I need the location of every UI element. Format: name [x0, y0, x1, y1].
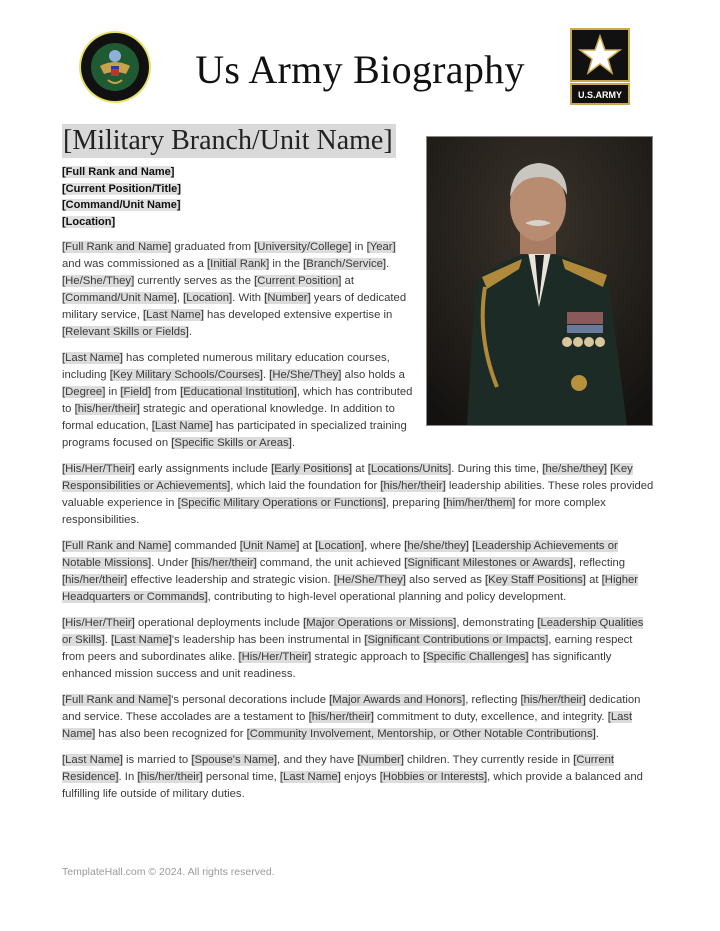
placeholder-field: [he/she/they]	[404, 540, 469, 552]
paragraph-text: early assignments include	[134, 463, 272, 475]
paragraph-text: has significantly enhanced mission success and unit readiness.	[62, 651, 612, 680]
placeholder-field: [Significant Contributions or Impacts]	[364, 634, 549, 646]
placeholder-field: [Last Name]	[62, 711, 633, 740]
biography-paragraph	[62, 615, 655, 683]
placeholder-field: [Major Awards and Honors]	[329, 694, 466, 706]
biography-paragraph	[62, 752, 655, 803]
paragraph-text: commitment to duty, excellence, and integrity.	[373, 711, 608, 723]
paragraph-text: at	[585, 574, 602, 586]
paragraph-text: dedication and service. These accolades are a testament to	[62, 694, 641, 723]
placeholder-field: [Field]	[120, 386, 152, 398]
placeholder-field: [Full Rank and Name]	[62, 540, 172, 552]
placeholder-field: [Number]	[357, 754, 404, 766]
placeholder-field: [his/her/their]	[520, 694, 586, 706]
placeholder-field: [Year]	[366, 241, 396, 253]
placeholder-field: [Location]	[315, 540, 365, 552]
placeholder-field: [Full Rank and Name]	[62, 694, 172, 706]
placeholder-field: [Command/Unit Name]	[62, 292, 177, 304]
copyright-footer: TemplateHall.com © 2024. All rights reserved.	[62, 866, 275, 878]
placeholder-field: [Key Military Schools/Courses]	[109, 369, 263, 381]
svg-text:U.S.ARMY: U.S.ARMY	[577, 90, 623, 100]
paragraph-text: at	[299, 540, 316, 552]
placeholder-field: [Degree]	[62, 386, 106, 398]
placeholder-field: [Specific Skills or Areas]	[171, 437, 292, 449]
paragraph-text: at	[341, 275, 354, 287]
paragraph-text: at	[352, 463, 368, 475]
paragraph-text: . During this time,	[451, 463, 543, 475]
paragraph-text: personal time,	[202, 771, 280, 783]
placeholder-field: [Last Name]	[110, 634, 172, 646]
placeholder-field: [Early Positions]	[271, 463, 353, 475]
paragraph-text: .	[104, 634, 111, 646]
placeholder-field: [Leadership Achievements or Notable Missions]	[62, 540, 618, 569]
placeholder-field: [Community Involvement, Mentorship, or Other Notable Contributions]	[246, 728, 596, 740]
paragraph-text: , reflecting	[572, 557, 626, 569]
paragraph-text: is married to	[122, 754, 192, 766]
paragraph-text: and was commissioned as a	[62, 258, 208, 270]
paragraph-text: strategic approach to	[311, 651, 424, 663]
document-title: Us Army Biography	[195, 47, 525, 92]
paragraph-text: in	[105, 386, 121, 398]
placeholder-field: [He/She/They]	[62, 275, 135, 287]
paragraph-text: leadership abilities. These roles provided valuable experience in	[62, 480, 654, 509]
placeholder-field: [University/College]	[254, 241, 352, 253]
paragraph-text: in the	[269, 258, 304, 270]
branch-heading: [Military Branch/Unit Name]	[62, 124, 396, 158]
biography-paragraph	[62, 461, 655, 529]
placeholder-field: [Relevant Skills or Fields]	[62, 326, 189, 338]
paragraph-text: 's personal decorations include	[171, 694, 330, 706]
placeholder-field: [Leadership Qualities or Skills]	[62, 617, 644, 646]
placeholder-field: [Current Residence]	[62, 754, 615, 783]
paragraph-text: in	[351, 241, 367, 253]
placeholder-field: [Key Staff Positions]	[485, 574, 586, 586]
placeholder-field: [Key Responsibilities or Achievements]	[62, 463, 633, 492]
paragraph-text: enjoys	[340, 771, 380, 783]
paragraph-text: . With	[232, 292, 265, 304]
paragraph-text: has completed numerous military education courses, including	[62, 352, 390, 381]
placeholder-field: [his/her/their]	[137, 771, 203, 783]
paragraph-text: ,	[176, 292, 184, 304]
paragraph-text: .	[595, 728, 599, 740]
paragraph-text: graduated from	[171, 241, 255, 253]
paragraph-text: , where	[364, 540, 405, 552]
paragraph-text: effective leadership and strategic vision.	[127, 574, 334, 586]
info-current-position: [Current Position/Title]	[62, 182, 181, 195]
paragraph-text: has developed extensive expertise in	[203, 309, 393, 321]
placeholder-field: [Significant Milestones or Awards]	[404, 557, 573, 569]
placeholder-field: [his/her/their]	[308, 711, 374, 723]
placeholder-field: [Location]	[183, 292, 233, 304]
placeholder-field: [Higher Headquarters or Commands]	[62, 574, 639, 603]
paragraph-text: , which laid the foundation for	[230, 480, 381, 492]
placeholder-field: [Hobbies or Interests]	[379, 771, 488, 783]
placeholder-field: [He/She/They]	[333, 574, 406, 586]
placeholder-field: [he/she/they]	[542, 463, 608, 475]
placeholder-field: [Last Name]	[151, 420, 213, 432]
paragraph-text: currently serves as the	[134, 275, 255, 287]
placeholder-field: [His/Her/Their]	[238, 651, 312, 663]
paragraph-text: .	[291, 437, 295, 449]
biography-paragraph	[62, 538, 655, 606]
paragraph-text: 's leadership has been instrumental in	[171, 634, 365, 646]
paragraph-text: children. They currently reside in	[403, 754, 574, 766]
officer-portrait-photo	[426, 136, 653, 426]
placeholder-field: [his/her/their]	[191, 557, 257, 569]
placeholder-field: [Initial Rank]	[207, 258, 270, 270]
placeholder-field: [Spouse's Name]	[191, 754, 278, 766]
placeholder-field: [His/Her/Their]	[62, 617, 135, 629]
placeholder-field: [Unit Name]	[239, 540, 300, 552]
placeholder-field: [his/her/their]	[380, 480, 446, 492]
paragraph-text: .	[262, 369, 270, 381]
paragraph-text: .	[386, 258, 390, 270]
paragraph-text: also served as	[405, 574, 486, 586]
placeholder-field: [Last Name]	[62, 352, 123, 364]
paragraph-text: . Under	[151, 557, 192, 569]
paragraph-text: , contributing to high-level operational planning and policy development.	[207, 591, 567, 603]
paragraph-text: , demonstrating	[456, 617, 538, 629]
paragraph-text: has participated in specialized training programs focused on	[62, 420, 407, 449]
info-command-unit: [Command/Unit Name]	[62, 199, 181, 211]
placeholder-field: [Number]	[264, 292, 311, 304]
placeholder-field: [Major Operations or Missions]	[303, 617, 457, 629]
placeholder-field: [his/her/their]	[74, 403, 140, 415]
us-army-star-logo	[570, 28, 630, 105]
paragraph-text: , which has contributed to	[62, 386, 413, 415]
placeholder-field: [Specific Military Operations or Functions]	[177, 497, 387, 509]
paragraph-text: , and they have	[277, 754, 358, 766]
paragraph-text: for more complex responsibilities.	[62, 497, 606, 526]
info-location: [Location]	[62, 215, 116, 228]
placeholder-field: [Educational Institution]	[180, 386, 297, 398]
paragraph-text: , earning respect from peers and subordinates alike.	[62, 634, 633, 663]
paragraph-text: . In	[118, 771, 138, 783]
placeholder-field: [Current Position]	[254, 275, 342, 287]
info-full-rank-name: [Full Rank and Name]	[62, 166, 175, 178]
placeholder-field: [Full Rank and Name]	[62, 241, 172, 253]
placeholder-field: [He/She/They]	[269, 369, 342, 381]
paragraph-text: , which provide a balanced and fulfilling life outside of military duties.	[62, 771, 643, 800]
paragraph-text: has also been recognized for	[95, 728, 247, 740]
paragraph-text: operational deployments include	[134, 617, 304, 629]
placeholder-field: [Last Name]	[279, 771, 341, 783]
paragraph-text: from	[151, 386, 181, 398]
biography-content	[62, 124, 655, 803]
placeholder-field: [Last Name]	[62, 754, 123, 766]
paragraph-text: .	[188, 326, 192, 338]
army-seal-logo	[78, 30, 152, 104]
paragraph-text: command, the unit achieved	[256, 557, 405, 569]
placeholder-field: [him/her/them]	[443, 497, 516, 509]
paragraph-text: , preparing	[386, 497, 444, 509]
placeholder-field: [his/her/their]	[62, 574, 128, 586]
placeholder-field: [Specific Challenges]	[423, 651, 529, 663]
placeholder-field: [His/Her/Their]	[62, 463, 135, 475]
paragraph-text: , reflecting	[465, 694, 521, 706]
placeholder-field: [Branch/Service]	[303, 258, 387, 270]
paragraph-text: strategic and operational knowledge. In addition to formal education,	[62, 403, 395, 432]
paragraph-text: years of dedicated military service,	[62, 292, 407, 321]
placeholder-field: [Locations/Units]	[367, 463, 452, 475]
biography-paragraph	[62, 692, 655, 743]
placeholder-field: [Last Name]	[142, 309, 204, 321]
paragraph-text: also holds a	[341, 369, 405, 381]
paragraph-text: commanded	[171, 540, 240, 552]
